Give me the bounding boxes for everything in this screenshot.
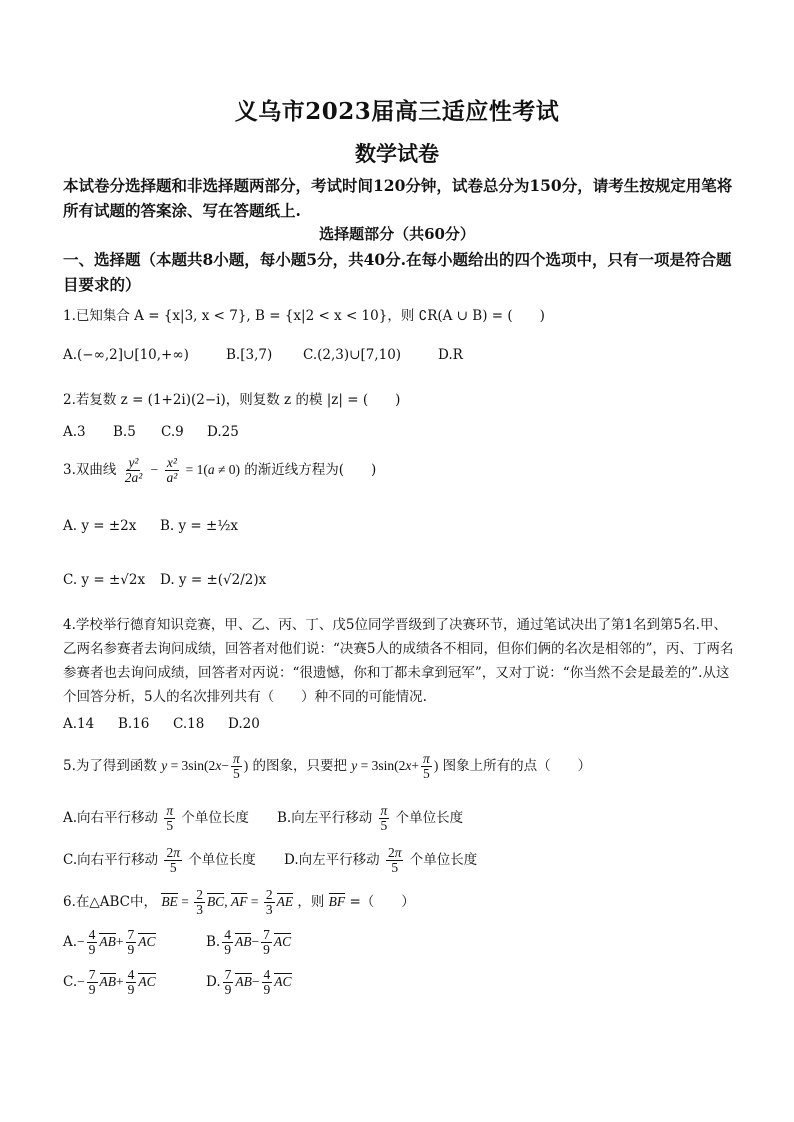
q3-fraction-y: $\frac{\text{y²}}{\text{2a²}}$ bbox=[124, 455, 143, 486]
q5-stem-mid: 的图象，只要把 bbox=[252, 758, 347, 775]
q3-stem-suffix: 的渐近线方程为( ) bbox=[244, 462, 377, 479]
q3-option-b: B. y = ±½x bbox=[160, 518, 239, 534]
exam-title: 义乌市2023届高三适应性考试 bbox=[234, 98, 560, 125]
q4-option-a: A.14 bbox=[63, 716, 95, 732]
q1-option-b: B.[3,7) bbox=[226, 347, 273, 363]
q5-stem-suffix: 图象上所有的点（ ） bbox=[442, 758, 592, 775]
question-3: 3.双曲线 $\frac{\text{y²}}{\text{2a²}}$ − $\frac{\text{x²}}{\text{a²}}$ = 1(a ≠ 0) 的渐近线方程为( ) bbox=[63, 455, 377, 486]
q5-stem-prefix: 5.为了得到函数 bbox=[63, 758, 157, 775]
q2-option-a: A.3 bbox=[63, 424, 86, 440]
q3-fraction-x: $\frac{\text{x²}}{\text{a²}}$ bbox=[166, 455, 178, 486]
q5-option-c: C.向右平行移动 $\frac{2\pi}{5}$ 个单位长度 bbox=[63, 845, 256, 876]
q4-option-d: D.20 bbox=[228, 716, 260, 732]
q1-option-d: D.R bbox=[438, 347, 463, 363]
q3-option-a: A. y = ±2x bbox=[63, 518, 137, 534]
q3-stem-prefix: 3.双曲线 bbox=[63, 462, 117, 479]
q1-option-a: A.(−∞,2]∪[10,+∞) bbox=[63, 347, 189, 363]
q5-option-b: B.向左平行移动 $\frac{\pi}{5}$ 个单位长度 bbox=[277, 803, 464, 834]
q6-option-a: A.− $\frac{4}{9}$ AB+ $\frac{7}{9}$ AC bbox=[63, 927, 156, 958]
question-2: 2.若复数 z = (1+2i)(2−i)，则复数 z 的模 |z| = ( ) bbox=[63, 392, 401, 408]
exam-subtitle: 数学试卷 bbox=[355, 141, 439, 166]
q4-option-c: C.18 bbox=[173, 716, 205, 732]
q2-option-d: D.25 bbox=[207, 424, 239, 440]
q4-option-b: B.16 bbox=[118, 716, 150, 732]
question-6: 6.在△ABC中， BE = $\frac{2}{3}$ BC, AF = $\frac{2}{3}$ AE ，则 BF =（ ） bbox=[63, 887, 415, 918]
q6-option-c: C.− $\frac{7}{9}$ AB+ $\frac{4}{9}$ AC bbox=[63, 967, 156, 998]
q1-option-c: C.(2,3)∪[7,10) bbox=[303, 347, 402, 363]
question-5: 5.为了得到函数 y = 3sin(2x− $\frac{\pi}{5}$ ) 的图象，只要把 y = 3sin(2x+ $\frac{\pi}{5}$ ) 图象上所有的点（ ） bbox=[63, 751, 592, 782]
q2-option-c: C.9 bbox=[161, 424, 184, 440]
q3-option-c: C. y = ±√2x bbox=[63, 572, 146, 588]
q2-option-b: B.5 bbox=[113, 424, 136, 440]
part-title: 一、选择题（本题共8小题，每小题5分，共40分.在每小题给出的四个选项中，只有一项是符合题目要求的） bbox=[63, 250, 732, 294]
q5-option-d: D.向左平行移动 $\frac{2\pi}{5}$ 个单位长度 bbox=[284, 845, 478, 876]
q5-option-a: A.向右平行移动 $\frac{\pi}{5}$ 个单位长度 bbox=[63, 803, 249, 834]
exam-instructions: 本试卷分选择题和非选择题两部分，考试时间120分钟，试卷总分为150分，请考生按规定用笔将所有试题的答案涂、写在答题纸上. bbox=[63, 176, 733, 220]
q6-stem-end: =（ ） bbox=[349, 894, 415, 911]
question-1: 1.已知集合 A = {x|3, x < 7}, B = {x|2 < x < 10}，则 ∁R(A ∪ B) = ( ) bbox=[63, 308, 545, 324]
q6-stem-suffix: ，则 bbox=[297, 894, 325, 911]
q3-option-d: D. y = ±(√2/2)x bbox=[160, 572, 267, 588]
question-4: 4.学校举行德育知识竞赛，甲、乙、丙、丁、戊5位同学晋级到了决赛环节，通过笔试决出了第1名到第5名.甲、乙两名参赛者去询问成绩，回答者对他们说：“决赛5人的成绩各不相同，但你们俩的名次是相邻的”，丙、丁两名参赛者也去询问成绩，回答者对丙说：“很遗憾，你和丁都未拿到冠军”，又对丁说：“你当然不会是最差的”.从这个回答分析，5人的名次排列共有（ ）种不同的可能情况. bbox=[63, 617, 734, 705]
q6-option-d: D. $\frac{7}{9}$ AB− $\frac{4}{9}$ AC bbox=[206, 967, 292, 998]
section-title: 选择题部分（共60分） bbox=[319, 225, 475, 243]
q6-option-b: B. $\frac{4}{9}$ AB− $\frac{7}{9}$ AC bbox=[206, 927, 292, 958]
q6-stem-prefix: 6.在△ABC中， bbox=[63, 894, 158, 911]
